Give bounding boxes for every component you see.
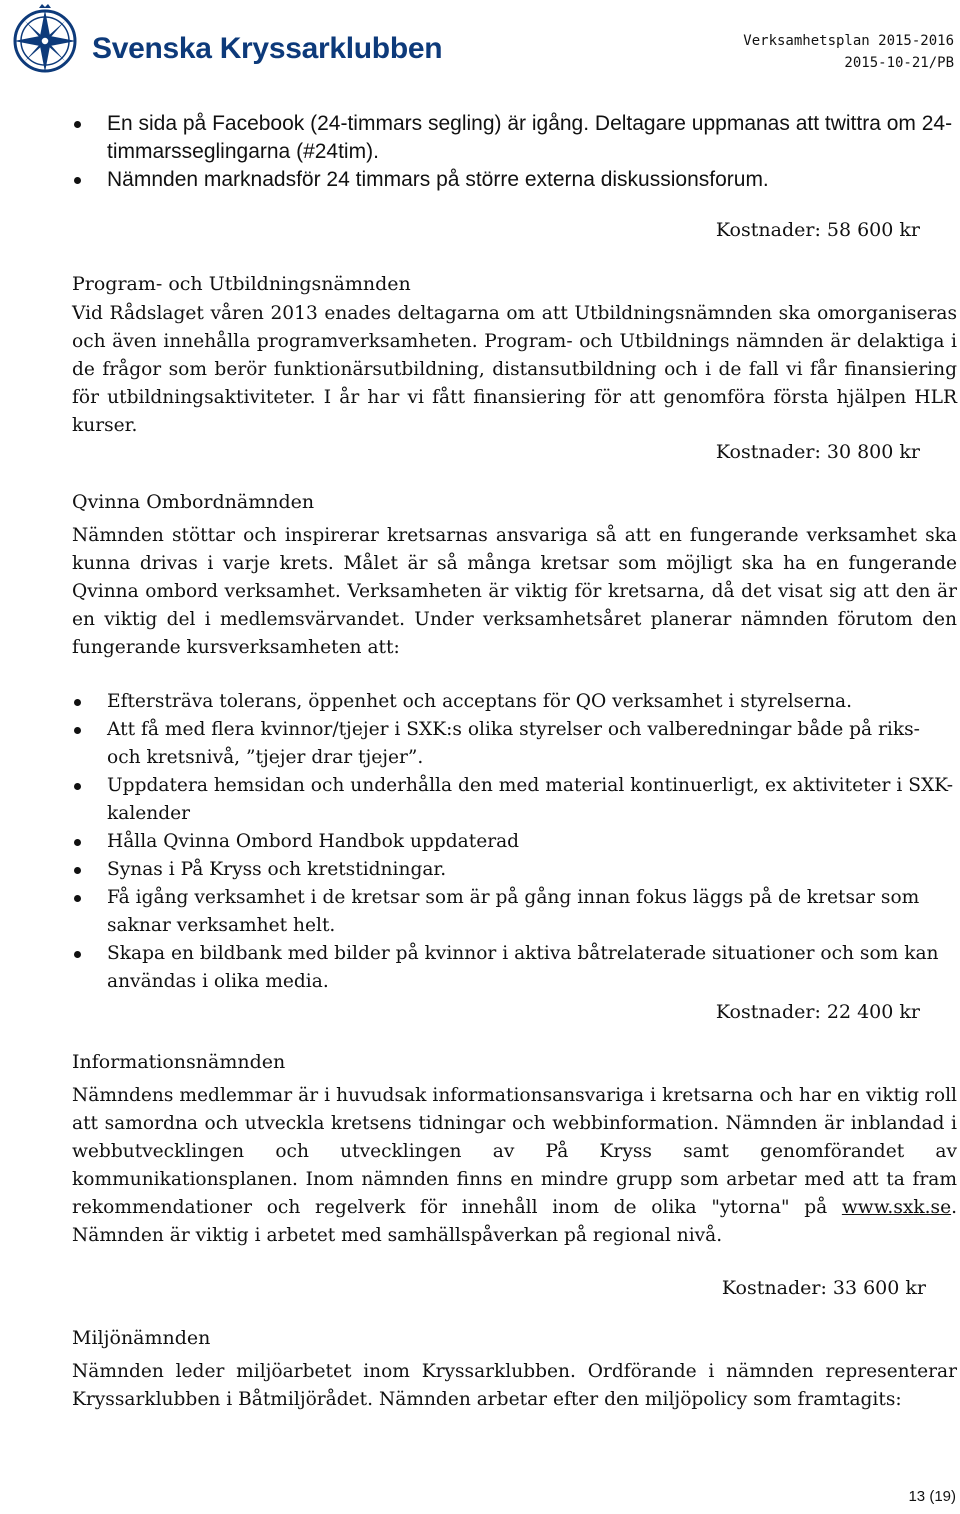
cost-line-qvinna: Kostnader: 22 400 kr <box>715 1001 920 1023</box>
qvinna-bullet-list <box>72 688 957 996</box>
list-item: Nämnden marknadsför 24 timmars på större externa diskussionsforum. <box>72 166 957 194</box>
list-item: Hålla Qvinna Ombord Handbok uppdaterad <box>72 828 957 856</box>
plan-title: Verksamhetsplan 2015-2016 <box>743 33 954 49</box>
list-item: Att få med flera kvinnor/tjejer i SXK:s olika styrelser och valberedningar både på riks- och kretsnivå, ”tjejer drar tjejer”. <box>72 716 957 772</box>
cost-line-program: Kostnader: 30 800 kr <box>715 441 920 463</box>
list-item: Skapa en bildbank med bilder på kvinnor i aktiva båtrelaterade situationer och som kan användas i olika media. <box>72 940 957 996</box>
section-heading-info: Informationsnämnden <box>72 1051 286 1073</box>
info-text-after-link: . Nämnden är viktig i arbetet med samhällspåverkan på regional nivå. <box>72 1197 957 1246</box>
info-text-before-link: Nämndens medlemmar är i huvudsak informationsansvariga i kretsarna och har en viktig roll att samordna och utveckla kretsens tidningar och webbinformation. Nämnden är inblandad i webbutvecklingen och utvecklingen av På Kryss samt genomförandet av kommunikationsplanen. Inom nämnden finns en mindre grupp som arbetar med att ta fram rekommendationer och regelverk för innehåll inom de olika "ytorna" på <box>72 1085 957 1218</box>
list-item: Synas i På Kryss och kretstidningar. <box>72 856 957 884</box>
list-item: Få igång verksamhet i de kretsar som är på gång innan fokus läggs på de kretsar som saknar verksamhet helt. <box>72 884 957 940</box>
header-meta <box>743 30 954 74</box>
qvinna-paragraph: Nämnden stöttar och inspirerar kretsarnas ansvariga så att en fungerande verksamhet ska kunna drivas i varje krets. Målet är så många kretsar som möjligt ska ha en fungerande Qvinna ombord verksamhet. Verksamheten är viktig för kretsarna, då det visat sig att den är en viktig del i medlemsvärvandet. Under verksamhetsåret planerar nämnden förutom den fungerande kursverksamheten att: <box>72 525 957 658</box>
cost-line-info: Kostnader: 33 600 kr <box>721 1277 926 1299</box>
plan-date: 2015-10-21/PB <box>844 55 954 71</box>
cost-line-1: Kostnader: 58 600 kr <box>715 219 920 241</box>
list-item: En sida på Facebook (24-timmars segling) är igång. Deltagare uppmanas att twittra om 24-timmarsseglingarna (#24tim). <box>72 110 957 166</box>
svenska-kryssarklubben-logo <box>8 4 448 74</box>
compass-rose-icon <box>8 4 82 74</box>
list-item: Uppdatera hemsidan och underhålla den med material kontinuerligt, ex aktiviteter i SXK-kalender <box>72 772 957 828</box>
program-paragraph: Vid Rådslaget våren 2013 enades deltagarna om att Utbildningsnämnden ska omorganiseras och även innehålla programverksamheten. Program- och Utbildnings nämnden är delaktiga i de frågor som berör funktionärsutbildning, distansutbildning och i de fall vi får finansiering för utbildningsaktiviteter. I år har vi fått finansiering för att genomföra första hjälpen HLR kurser. <box>72 303 957 436</box>
section-heading-program: Program- och Utbildningsnämnden <box>72 273 411 295</box>
intro-bullet-list <box>72 110 957 194</box>
logo-wordmark: Svenska Kryssarklubben <box>92 32 443 65</box>
miljo-paragraph: Nämnden leder miljöarbetet inom Kryssarklubben. Ordförande i nämnden representerar Kryssarklubben i Båtmiljörådet. Nämnden arbetar efter den miljöpolicy som framtagits: <box>72 1361 957 1410</box>
sxk-website-link[interactable]: www.sxk.se <box>841 1197 952 1218</box>
list-item: Eftersträva tolerans, öppenhet och acceptans för QO verksamhet i styrelserna. <box>72 688 957 716</box>
info-paragraph <box>72 1082 957 1250</box>
page-number: 13 (19) <box>908 1488 956 1505</box>
section-heading-qvinna: Qvinna Ombordnämnden <box>72 491 315 513</box>
section-heading-miljo: Miljönämnden <box>72 1327 211 1349</box>
